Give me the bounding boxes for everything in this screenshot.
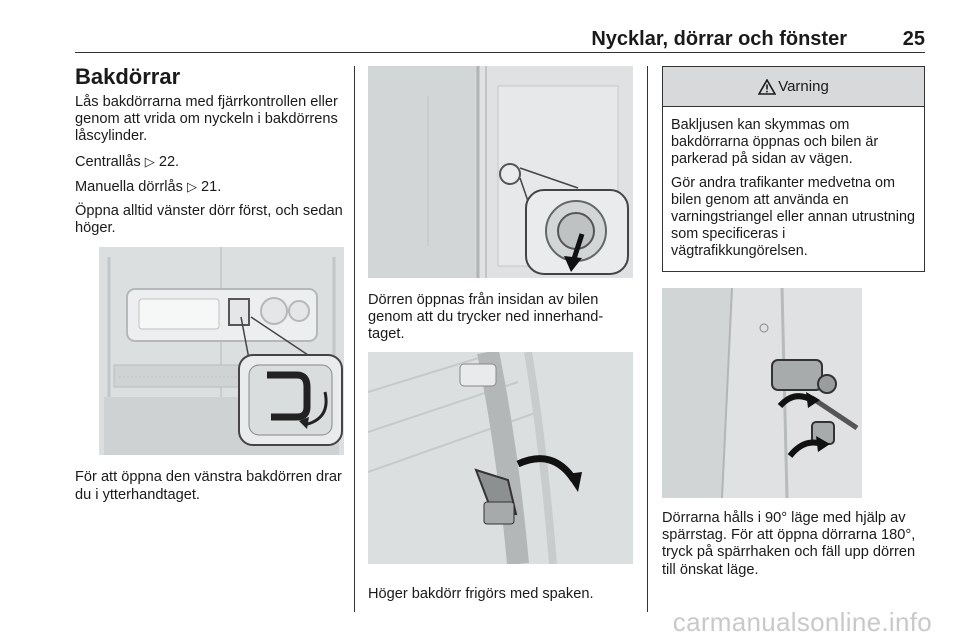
- page-ref-link[interactable]: 21.: [201, 178, 222, 195]
- figure-release-lever: [368, 352, 633, 564]
- warning-paragraph-1: Bakljusen kan skymmas om bakdörrarna öppnas och bilen är parkerad på sidan av vägen.: [671, 117, 879, 167]
- warning-title: Varning: [778, 78, 829, 95]
- release-lever-illustration: [368, 352, 633, 564]
- rear-door-illustration: [99, 247, 344, 455]
- header-title: Nycklar, dörrar och fönster: [591, 28, 847, 50]
- column-2: [368, 66, 633, 610]
- warning-paragraph-2: Gör andra trafikanter medvetna om bilen genom att använda en varningstriangel eller annan utrustning som specificeras i vägtrafikkungörelsen.: [671, 175, 915, 259]
- paragraph-central-lock: Centrallås ▷ 22.: [75, 153, 180, 170]
- column-divider: [647, 66, 648, 612]
- caption-exterior-handle: För att öppna den vänstra bakdörren drar du i ytterhandtaget.: [75, 469, 342, 503]
- paragraph-lock-doors: Lås bakdörrarna med fjärrkontrollen eller genom att vrida om nyckeln i bakdörrens låscylinder.: [75, 94, 338, 145]
- column-1: [75, 64, 345, 511]
- page-number: 25: [902, 28, 925, 50]
- interior-handle-illustration: [368, 66, 633, 278]
- warning-body: [663, 107, 924, 271]
- column-3: [662, 66, 925, 586]
- warning-header: [663, 67, 924, 107]
- paragraph-manual-lock: Manuella dörrlås ▷ 21.: [75, 178, 222, 195]
- figure-interior-handle: [368, 66, 633, 278]
- triangle-right-icon: ▷: [144, 153, 155, 169]
- door-stay-illustration: [662, 288, 862, 498]
- page-ref-link[interactable]: 22.: [158, 153, 180, 170]
- caption-door-stay: Dörrarna hålls i 90° läge med hjälp av spärrstag. För att öppna dörrarna 180°, tryck på spärrhaken och fäll upp dörren till önskat läge.: [662, 510, 916, 578]
- section-title: Bakdörrar: [75, 64, 181, 89]
- paragraph-interior-open: Dörren öppnas från insidan av bilen genom att du trycker ned innerhand-taget.: [368, 292, 604, 343]
- page-header: [75, 28, 925, 54]
- header-rule: [75, 52, 925, 53]
- column-divider: [354, 66, 355, 612]
- figure-rear-door-exterior-handle: [99, 247, 344, 455]
- triangle-right-icon: ▷: [186, 178, 197, 194]
- warning-triangle-icon: [758, 79, 776, 95]
- watermark: carmanualsonline.info: [672, 607, 932, 637]
- caption-release-lever: Höger bakdörr frigörs med spaken.: [368, 585, 594, 602]
- paragraph-open-order: Öppna alltid vänster dörr först, och sedan höger.: [75, 203, 343, 237]
- warning-box: [662, 66, 925, 272]
- figure-door-stay: [662, 288, 862, 498]
